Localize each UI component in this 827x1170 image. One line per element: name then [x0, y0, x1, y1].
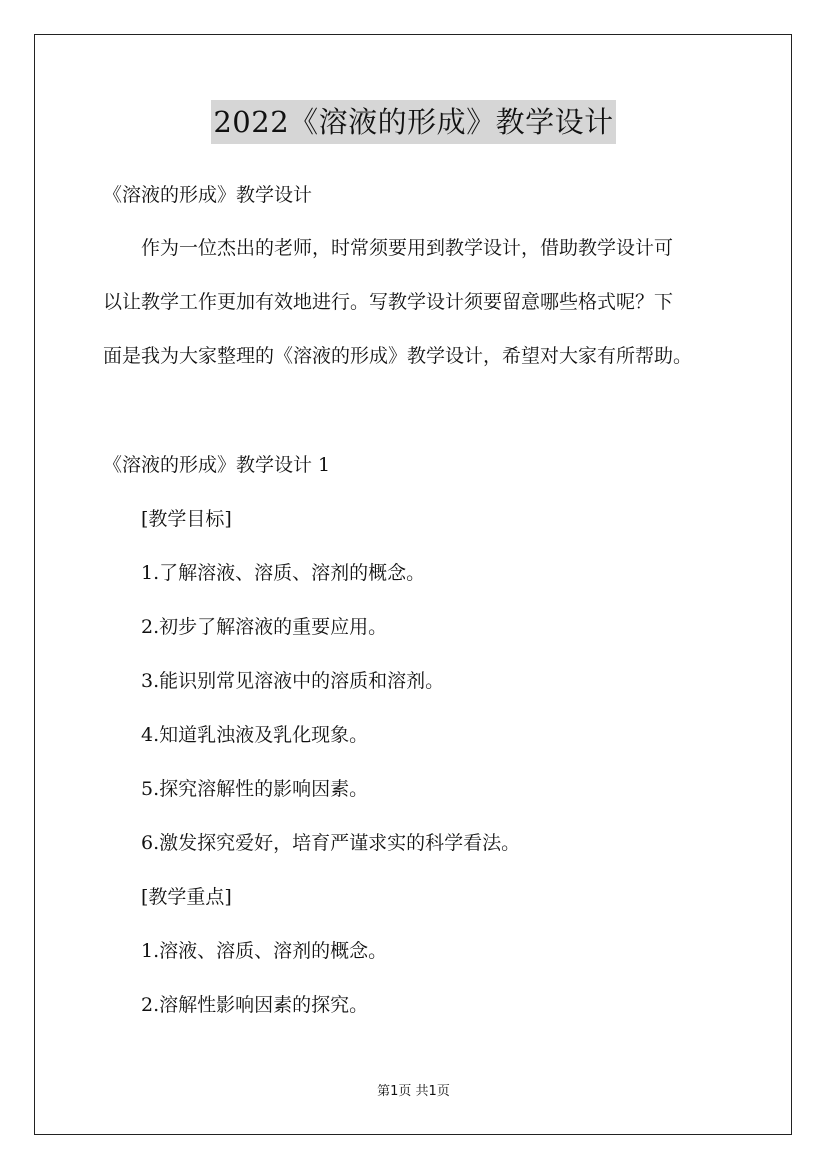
goal-item-5: 5.探究溶解性的影响因素。 [141, 778, 369, 800]
goal-item-3: 3.能识别常见溶液中的溶质和溶剂。 [141, 670, 445, 692]
focus-heading: [教学重点] [141, 886, 232, 908]
goals-heading: [教学目标] [141, 508, 232, 530]
title-container [0, 100, 827, 144]
goal-item-6: 6.激发探究爱好，培育严谨求实的科学看法。 [141, 832, 521, 854]
goal-item-2: 2.初步了解溶液的重要应用。 [141, 616, 388, 638]
intro-line-3: 面是我为大家整理的《溶液的形成》教学设计，希望对大家有所帮助。 [103, 345, 693, 367]
goal-item-1: 1.了解溶液、溶质、溶剂的概念。 [141, 562, 426, 584]
section-heading: 《溶液的形成》教学设计 1 [103, 454, 331, 476]
document-title: 2022《溶液的形成》教学设计 [211, 100, 615, 144]
focus-item-2: 2.溶解性影响因素的探究。 [141, 994, 369, 1016]
document-subtitle: 《溶液的形成》教学设计 [103, 184, 313, 206]
intro-line-2: 以让教学工作更加有效地进行。写教学设计须要留意哪些格式呢？下 [103, 291, 674, 313]
intro-line-1: 作为一位杰出的老师，时常须要用到教学设计，借助教学设计可 [141, 237, 674, 259]
page-number: 第1页 共1页 [377, 1084, 450, 1099]
focus-item-1: 1.溶液、溶质、溶剂的概念。 [141, 940, 388, 962]
goal-item-4: 4.知道乳浊液及乳化现象。 [141, 724, 369, 746]
